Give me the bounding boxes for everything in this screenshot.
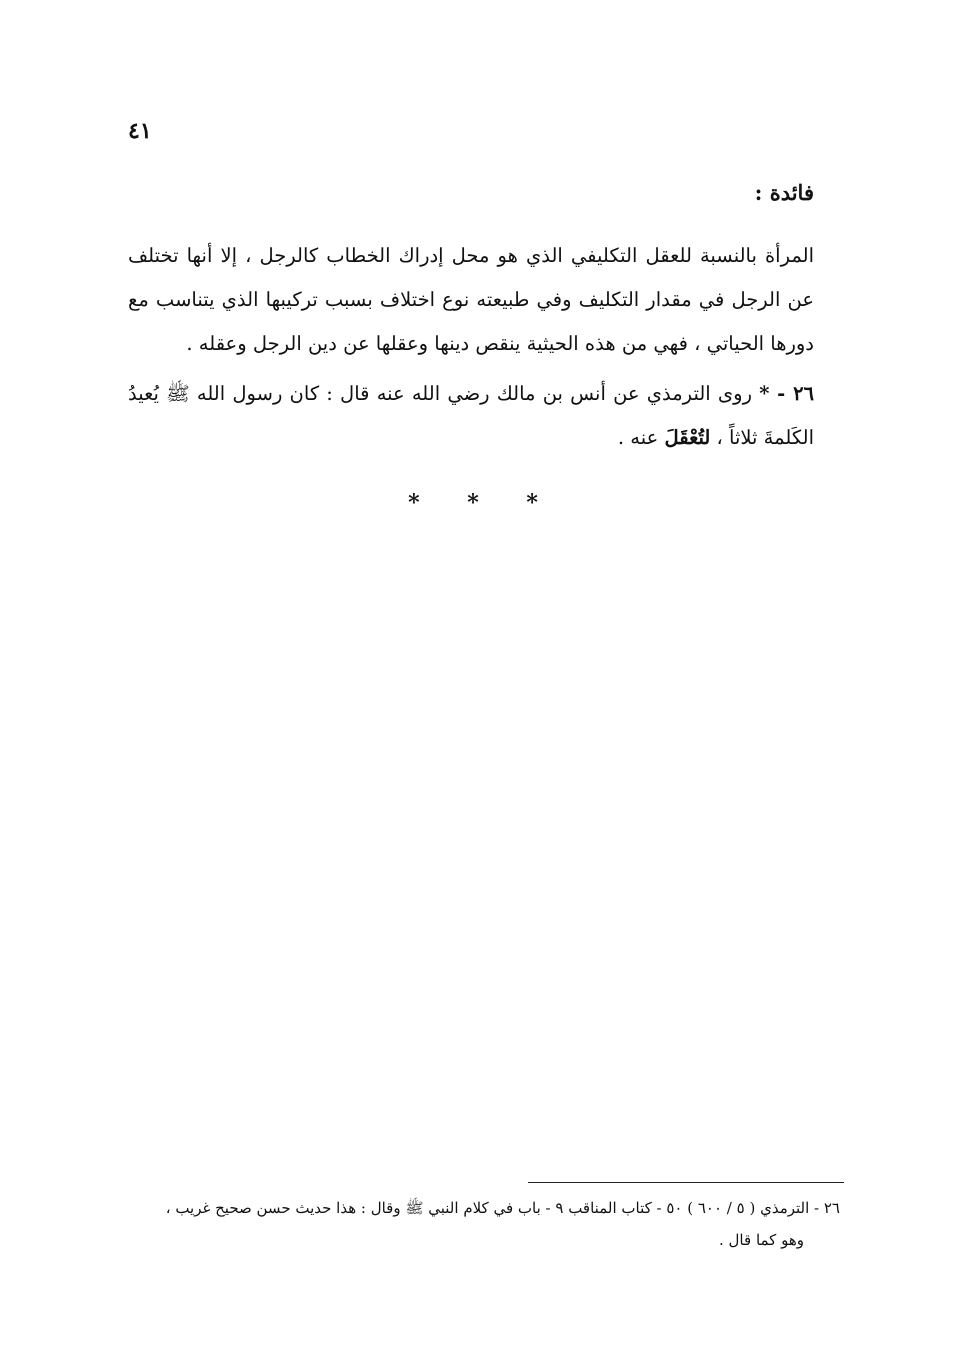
main-text bbox=[128, 234, 814, 460]
page-number: ٤١ bbox=[128, 118, 152, 144]
section-separator: * * * bbox=[408, 490, 558, 516]
section-heading: فائدة : bbox=[754, 180, 814, 205]
hadith-number: ٢٦ - * bbox=[759, 382, 815, 405]
footnote-divider bbox=[528, 1182, 844, 1183]
footnotes bbox=[128, 1192, 840, 1256]
hadith-paragraph bbox=[128, 372, 814, 460]
paragraph: المرأة بالنسبة للعقل التكليفي الذي هو محل إدراك الخطاب كالرجل ، إلا أنها تختلف عن الرجل في مقدار التكليف وفي طبيعته نوع اختلاف بسبب تركيبها الذي يتناسب مع دورها الحياتي ، فهي من هذه الحيثية ينقص دينها وعقلها عن دين الرجل وعقله . bbox=[128, 244, 814, 355]
hadith-text-after: عنه . bbox=[617, 426, 665, 449]
footnote-line-2: وهو كما قال . bbox=[719, 1231, 804, 1249]
hadith-text-before: روى الترمذي عن أنس بن مالك رضي الله عنه قال : كان رسول الله ﷺ يُعيدُ الكَلمةَ ثلاثاً ، bbox=[128, 382, 814, 449]
hadith-bold-word: لتُعْقَلَ bbox=[664, 426, 711, 449]
footnote-line-1: ٢٦ - الترمذي ( ٥ / ٦٠٠ ) ٥٠ - كتاب المناقب ٩ - باب في كلام النبي ﷺ وقال : هذا حديث حسن صحيح غريب ، bbox=[165, 1199, 840, 1217]
